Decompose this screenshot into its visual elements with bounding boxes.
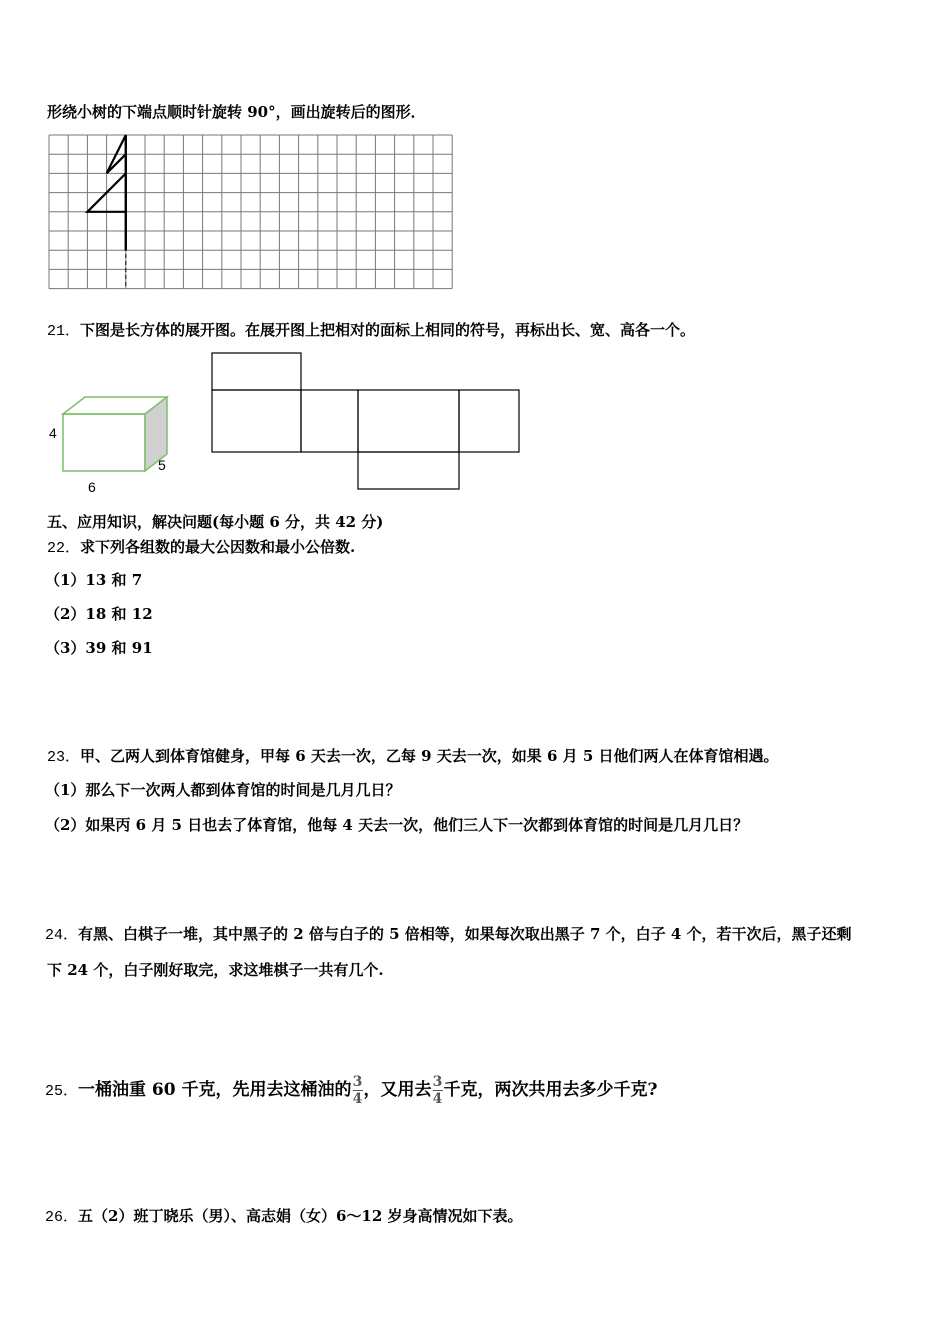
q23-item-1: （1）那么下一次两人都到体育馆的时间是几月几日？	[45, 781, 401, 799]
cuboid-length-label: 6	[88, 479, 96, 495]
cuboid-height-label: 4	[49, 425, 57, 441]
q25-part3: 千克，两次共用去多少千克?	[443, 1080, 658, 1100]
q26-number: 26．	[45, 1209, 79, 1226]
net-face-4	[459, 390, 519, 452]
q22-item-3: （3）39 和 91	[45, 639, 153, 657]
q21-number: 21．	[47, 323, 81, 340]
net-face-top	[212, 353, 301, 390]
q25-frac2-num: 3	[432, 1074, 443, 1090]
q22-text: 求下列各组数的最大公因数和最小公倍数.	[80, 538, 356, 556]
section5-heading: 五、应用知识，解决问题(每小题 6 分，共 42 分)	[47, 513, 384, 531]
q21-text: 下图是长方体的展开图。在展开图上把相对的面标上相同的符号，再标出长、宽、高各一个。	[80, 321, 696, 339]
q22-number: 22．	[47, 540, 81, 557]
q25-frac1-den: 4	[352, 1091, 363, 1107]
q26-question	[45, 1206, 523, 1228]
q22-item-2: （2）18 和 12	[45, 605, 153, 623]
q25-number: 25．	[45, 1083, 79, 1100]
rotation-grid	[48, 134, 453, 296]
q26-text: 五（2）班丁晓乐（男）、高志娟（女）6～12 岁身高情况如下表。	[78, 1207, 523, 1225]
q24-line2: 下 24 个，白子刚好取完，求这堆棋子一共有几个.	[47, 961, 384, 979]
q21-question	[47, 320, 695, 342]
q22-question	[47, 537, 355, 559]
net-face-bottom	[358, 452, 459, 489]
q25-part1: 一桶油重 60 千克，先用去这桶油的	[78, 1080, 352, 1100]
cuboid-net	[210, 352, 522, 492]
q25-frac2-den: 4	[432, 1091, 443, 1107]
q25-question	[45, 1068, 657, 1112]
q22-item-1: （1）13 和 7	[45, 571, 143, 589]
q25-part2: ，又用去	[363, 1080, 432, 1100]
net-face-2	[301, 390, 358, 452]
q23-number: 23．	[47, 749, 81, 766]
net-face-3	[358, 390, 459, 452]
q23-item-2: （2）如果丙 6 月 5 日也去了体育馆，他每 4 天去一次，他们三人下一次都到体育馆的时间是几月几日？	[45, 816, 749, 834]
q25-fraction-2	[433, 1074, 443, 1107]
q23-text: 甲、乙两人到体育馆健身，甲每 6 天去一次，乙每 9 天去一次，如果 6 月 5 日他们两人在体育馆相遇。	[80, 747, 779, 765]
cuboid-width-label: 5	[158, 457, 166, 473]
q25-frac1-num: 3	[352, 1074, 363, 1090]
net-face-1	[212, 390, 301, 452]
q24-number: 24．	[45, 927, 79, 944]
q24-line1: 有黑、白棋子一堆，其中黑子的 2 倍与白子的 5 倍相等，如果每次取出黑子 7 个，白子 4 个，若干次后，黑子还剩	[78, 925, 852, 943]
q20-instruction: 形绕小树的下端点顺时针旋转 90°，画出旋转后的图形．	[47, 103, 426, 121]
cuboid-figure	[45, 390, 175, 495]
q23-question	[47, 746, 779, 768]
q25-fraction-1	[353, 1074, 363, 1107]
q24-question	[45, 924, 852, 946]
cuboid-front-face	[63, 414, 145, 471]
